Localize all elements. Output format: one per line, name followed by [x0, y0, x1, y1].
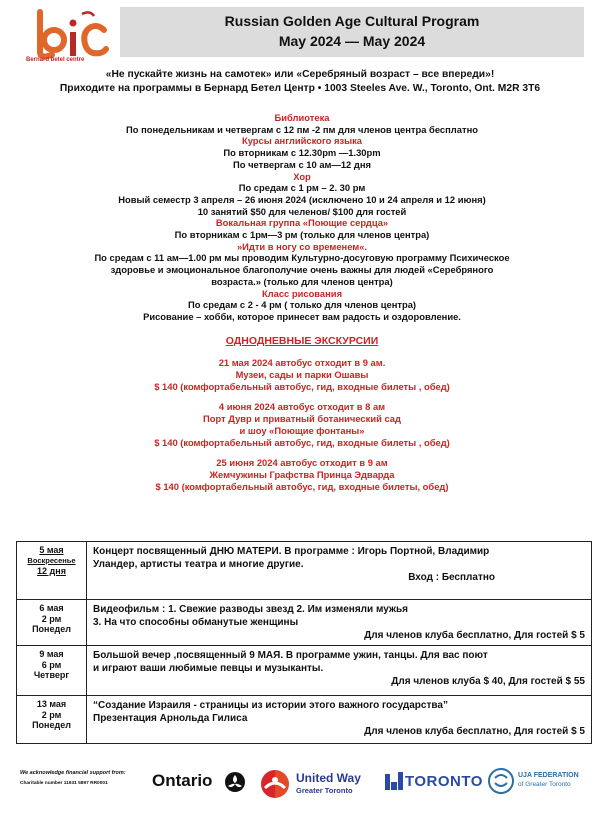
- event-date: [17, 542, 87, 600]
- event-price: Для членов клуба бесплатно, Для гостей $ 5: [364, 630, 585, 641]
- ontario-trillium-icon: [224, 771, 246, 793]
- english-line: По вторникам с 12.30pm —1.30pm: [223, 147, 381, 159]
- event-text: Концерт посвященный ДНЮ МАТЕРИ. В программе : Игорь Портной, Владимир: [93, 546, 490, 557]
- date-day: 6 мая: [39, 603, 64, 613]
- date-time: 2 рм: [41, 709, 62, 720]
- page-title: Russian Golden Age Cultural Program: [224, 13, 480, 29]
- event-date: [17, 646, 87, 696]
- event-text: Презентация Арнольда Гилиса: [93, 713, 248, 724]
- vocal-title: Вокальная группа «Поющие сердца»: [215, 217, 389, 229]
- event-price: Для членов клуба бесплатно, Для гостей $ 5: [364, 726, 585, 737]
- event-text: 3. На что способны обманутые женщины: [93, 617, 299, 628]
- event-text: и играют ваши любимые певцы и музыканты.: [93, 663, 324, 674]
- library-text: По понедельникам и четвергам с 12 пм -2 пм для членов центра бесплатно: [126, 123, 478, 135]
- intro-address: Приходите на программы в Бернард Бетел Центр • 1003 Steeles Ave. W., Toronto, Ont. M2R 3T6: [59, 83, 541, 94]
- page-subtitle: May 2024 — May 2024: [278, 33, 426, 49]
- trip3-line: 25 июня 2024 автобус отходит в 9 ам: [216, 457, 388, 469]
- drawing-line: По средам с 2 - 4 рм ( только для членов центра): [187, 299, 417, 311]
- event-text: Большой вечер ,посвященный 9 МАЯ. В программе ужин, танцы. Для вас поют: [93, 650, 488, 661]
- united-way-wordmark: United Way: [296, 771, 361, 785]
- intro-slogan: «Не пускайте жизнь на самотек» или «Серебряный возраст – все впереди»!: [105, 69, 495, 80]
- toronto-city-hall-icon: [384, 770, 404, 792]
- table-row: [17, 696, 592, 744]
- date-time: 6 рм: [41, 659, 62, 670]
- stride-line: возраста.» (только для членов центра): [211, 275, 393, 287]
- table-row: [17, 646, 592, 696]
- vocal-text: По вторникам с 1рм—3 рм (только для членов центра): [174, 229, 430, 241]
- event-details: [87, 542, 592, 600]
- date-weekday: Понедел: [32, 720, 71, 730]
- trip1-line: Музеи, сады и парки Ошавы: [235, 369, 369, 381]
- date-day: 5 мая: [39, 545, 64, 555]
- bernard-betel-logo: [30, 8, 110, 60]
- choir-line: По средам с 1 рм – 2. 30 рм: [238, 182, 366, 194]
- choir-line: Новый семестр 3 апреля – 26 июня 2024 (исключено 10 и 24 апреля и 12 июня): [118, 193, 486, 205]
- stride-line: По средам с 11 ам—1.00 рм мы проводим Культурно-досуговую программу Психическое: [94, 252, 510, 264]
- stride-line: здоровье и эмоциональное благополучие очень важны для людей «Серебряного: [110, 264, 494, 276]
- stride-title: »Идти в ногу со временем«.: [236, 240, 368, 252]
- trip3-line: Жемчужины Графства Принца Эдварда: [209, 468, 395, 480]
- event-text: “Создание Израиля - страницы из истории этого важного государства”: [93, 700, 448, 711]
- title-banner: [120, 7, 584, 57]
- uja-region: of Greater Toronto: [518, 781, 571, 788]
- event-price: Вход : Бесплатно: [408, 572, 495, 583]
- date-day: 9 мая: [39, 649, 64, 659]
- uja-wordmark: UJA FEDERATION: [518, 772, 579, 779]
- trip2-line: $ 140 (комфортабельный автобус, гид, входные билеты , обед): [154, 436, 450, 448]
- event-price: Для членов клуба $ 40, Для гостей $ 55: [391, 676, 585, 687]
- program-section: [40, 112, 564, 492]
- english-title: Курсы английского языка: [241, 135, 363, 147]
- choir-title: Хор: [293, 170, 311, 182]
- english-line: По четвергам с 10 ам—12 дня: [233, 158, 371, 170]
- trip2-line: Порт Дувр и приватный ботанический сад: [203, 413, 401, 425]
- united-way-region: Greater Toronto: [296, 786, 353, 795]
- library-title: Библиотека: [274, 112, 330, 123]
- event-details: [87, 696, 592, 744]
- trip1-line: 21 мая 2024 автобус отходит в 9 ам.: [218, 357, 386, 369]
- date-weekday: Понедел: [32, 624, 71, 634]
- event-date: [17, 600, 87, 646]
- table-row: [17, 600, 592, 646]
- toronto-wordmark: TORONTO: [405, 773, 483, 790]
- trip2-line: 4 июня 2024 автобус отходит в 8 ам: [218, 401, 386, 413]
- drawing-line: Рисование – хобби, которое принесет вам радость и оздоровление.: [143, 310, 461, 322]
- date-weekday: Четверг: [33, 670, 70, 680]
- trip2-line: и шоу «Поющие фонтаны»: [239, 424, 365, 436]
- trip3-line: $ 140 (комфортабельный автобус, гид, входные билеты, обед): [155, 480, 449, 492]
- date-day: 13 мая: [36, 699, 67, 709]
- united-way-icon: [258, 768, 292, 798]
- sponsor-footer: [0, 758, 600, 818]
- trip1-line: $ 140 (комфортабельный автобус, гид, входные билеты , обед): [154, 380, 450, 392]
- charitable-number: Charitable number 11931 5897 RR0001: [20, 781, 108, 786]
- uja-federation-icon: [488, 768, 514, 794]
- ontario-wordmark: Ontario: [152, 771, 213, 790]
- event-details: [87, 646, 592, 696]
- drawing-title: Класс рисования: [261, 287, 343, 299]
- date-weekday: Воскресенье: [27, 555, 76, 565]
- schedule-table: [16, 541, 592, 744]
- support-note: We acknowledge financial support from:: [20, 770, 126, 776]
- date-time: 2 рм: [41, 613, 62, 624]
- table-row: [17, 542, 592, 600]
- event-text: Видеофильм : 1. Свежие разводы звезд 2. Им изменяли мужья: [93, 604, 408, 615]
- event-details: [87, 600, 592, 646]
- intro-block: [0, 68, 600, 96]
- choir-line: 10 занятий $50 для челенов/ $100 для гостей: [197, 205, 407, 217]
- event-date: [17, 696, 87, 744]
- event-text: Уландер, артисты театра и многие другие.: [93, 559, 304, 570]
- excursions-heading: ОДНОДНЕВНЫЕ ЭКСКУРСИИ: [225, 334, 379, 347]
- logo-caption: Bernard betel centre: [26, 57, 85, 63]
- date-time: 12 дня: [37, 566, 66, 576]
